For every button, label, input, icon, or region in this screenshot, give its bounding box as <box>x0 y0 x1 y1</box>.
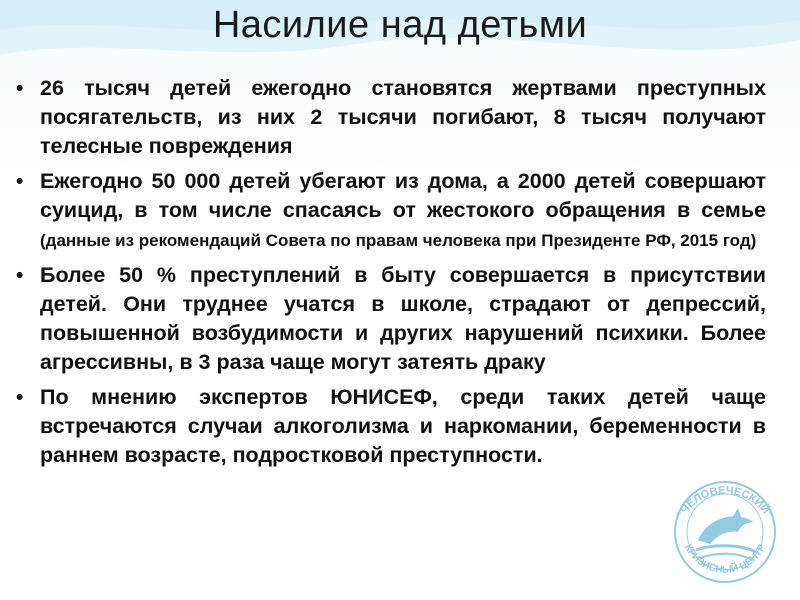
bullet-dot: • <box>16 386 24 409</box>
bullet-text: Более 50 % преступлений в быту совершается в присутствии детей. Они труднее учатся в школе, страдают от депрессий, повышенной возбудимости и других нарушений психики. Более агрессивны, в 3 раза чаще могут затеять драку <box>40 263 766 374</box>
logo-arc-text-top: "ЧЕЛОВЕЧЕСКИЙ" <box>675 484 775 521</box>
bullet-dot: • <box>16 77 24 100</box>
dolphin-logo-icon <box>660 460 790 595</box>
bullet-source-note: (данные из рекомендаций Совета по правам человека при Президенте РФ, 2015 год) <box>40 231 757 250</box>
slide-title: Насилие над детьми <box>212 4 588 46</box>
bullet-text: По мнению экспертов ЮНИСЕФ, среди таких детей чаще встречаются случаи алкоголизма и наркомании, беременности в раннем возрасте, подростковой преступности. <box>40 385 766 467</box>
svg-text:"ЧЕЛОВЕЧЕСКИЙ" <box>675 485 775 521</box>
bullet-item-3 <box>14 261 766 377</box>
bullet-text: Ежегодно 50 000 детей убегают из дома, а 2000 детей совершают суицид, в том числе спасаясь от жестокого обращения в семье <box>40 169 766 222</box>
bullet-item-4 <box>14 383 766 470</box>
bullet-dot: • <box>16 264 24 287</box>
bullet-item-2 <box>14 167 766 255</box>
bullet-item-1 <box>14 74 766 161</box>
bullet-dot: • <box>16 170 24 193</box>
bullet-list <box>14 74 766 470</box>
bullet-text: 26 тысяч детей ежегодно становятся жертвами преступных посягательств, из них 2 тысячи погибают, 8 тысяч получают телесные повреждения <box>40 76 766 158</box>
slide-content <box>14 74 766 476</box>
logo-arc-text-bottom: КРИЗИСНЫЙ ЦЕНТР <box>681 542 769 576</box>
